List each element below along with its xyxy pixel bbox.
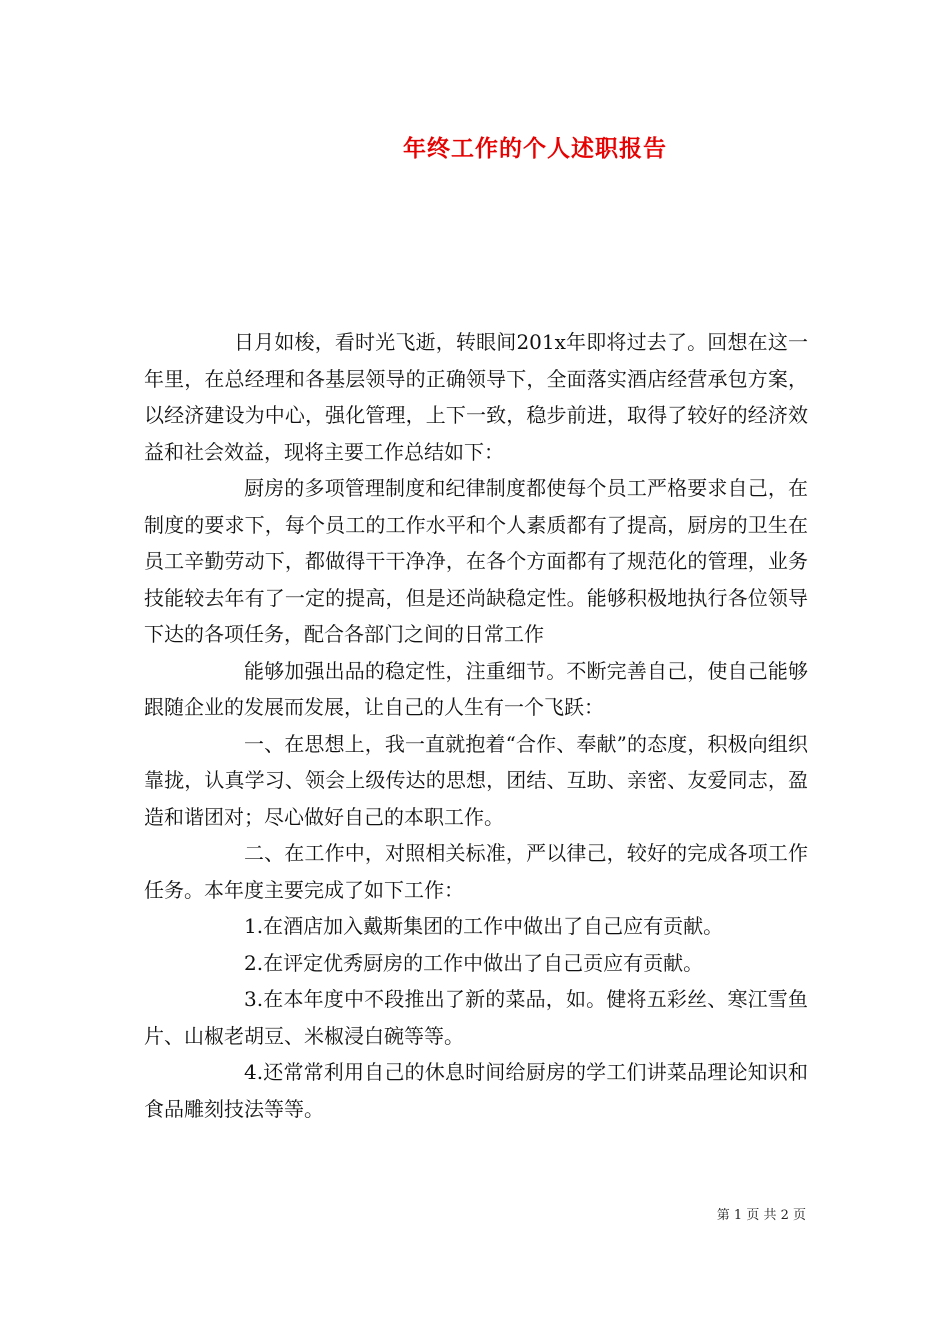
paragraph-kitchen-management: 厨房的多项管理制度和纪律制度都使每个员工严格要求自己，在制度的要求下，每个员工的工作水平和个人素质都有了提高，厨房的卫生在员工辛勤劳动下，都做得干干净净，在各个方面都有了规范化的管理，业务技能较去年有了一定的提高，但是还尚缺稳定性。能够积极地执行各位领导下达的各项任务，配合各部门之间的日常工作: [144, 476, 808, 646]
paragraph-work: 二、在工作中，对照相关标准，严以律己，较好的完成各项工作任务。本年度主要完成了如下工作：: [144, 841, 808, 902]
list-item-3: 3.在本年度中不段推出了新的菜品，如。健将五彩丝、寒江雪鱼片、山椒老胡豆、米椒浸白碗等等。: [144, 987, 808, 1048]
paragraph-intro: 日月如梭，看时光飞逝，转眼间201x年即将过去了。回想在这一年里，在总经理和各基层领导的正确领导下，全面落实酒店经营承包方案，以经济建设为中心，强化管理，上下一致，稳步前进，取得了较好的经济效益和社会效益，现将主要工作总结如下：: [144, 330, 808, 464]
list-item-1: 1.在酒店加入戴斯集团的工作中做出了自己应有贡献。: [244, 914, 724, 938]
list-item-4: 4.还常常利用自己的休息时间给厨房的学工们讲菜品理论知识和食品雕刻技法等等。: [144, 1060, 808, 1121]
page-number: 第 1 页 共 2 页: [716, 1208, 806, 1223]
paragraph-thought: 一、在思想上，我一直就抱着“合作、奉献”的态度，积极向组织靠拢，认真学习、领会上级传达的思想，团结、互助、亲密、友爱同志，盈造和谐团对；尽心做好自己的本职工作。: [144, 731, 808, 829]
paragraph-stability: 能够加强出品的稳定性，注重细节。不断完善自己，使自己能够跟随企业的发展而发展，让自己的人生有一个飞跃：: [144, 658, 808, 719]
document-body: [144, 324, 808, 1127]
document-title: 年终工作的个人述职报告: [403, 135, 667, 162]
list-item-2: 2.在评定优秀厨房的工作中做出了自己贡应有贡献。: [244, 950, 704, 975]
